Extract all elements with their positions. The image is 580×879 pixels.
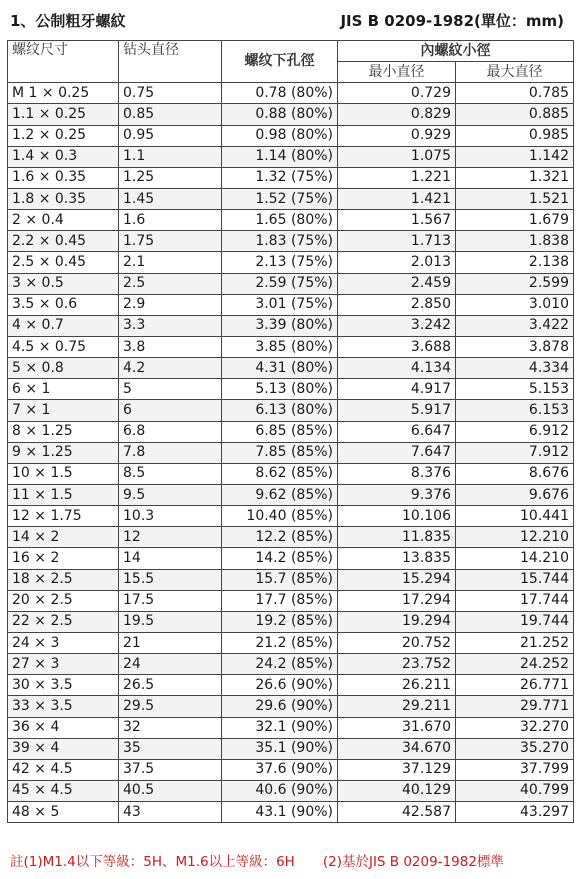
cell-max-diameter: 17.744 <box>456 590 574 611</box>
cell-thread-size: M 1 × 0.25 <box>8 83 119 104</box>
cell-thread-size: 42 × 4.5 <box>8 759 119 780</box>
table-row <box>8 379 574 400</box>
cell-thread-size: 36 × 4 <box>8 717 119 738</box>
cell-min-diameter: 1.421 <box>338 188 456 209</box>
cell-thread-size: 7 × 1 <box>8 400 119 421</box>
cell-drill-diameter: 1.45 <box>119 188 222 209</box>
cell-thread-size: 12 × 1.75 <box>8 506 119 527</box>
cell-min-diameter: 1.567 <box>338 210 456 231</box>
cell-drill-diameter: 40.5 <box>119 780 222 801</box>
cell-min-diameter: 42.587 <box>338 802 456 823</box>
cell-min-diameter: 7.647 <box>338 442 456 463</box>
table-row <box>8 696 574 717</box>
cell-tap-hole-diameter: 3.39 (80%) <box>222 315 338 336</box>
cell-drill-diameter: 2.1 <box>119 252 222 273</box>
cell-max-diameter: 0.785 <box>456 83 574 104</box>
cell-max-diameter: 1.679 <box>456 210 574 231</box>
header-tap-hole-diameter: 螺纹下孔徑 <box>222 41 338 83</box>
cell-drill-diameter: 26.5 <box>119 675 222 696</box>
cell-thread-size: 48 × 5 <box>8 802 119 823</box>
table-row <box>8 125 574 146</box>
cell-min-diameter: 1.221 <box>338 167 456 188</box>
cell-min-diameter: 34.670 <box>338 738 456 759</box>
cell-max-diameter: 19.744 <box>456 611 574 632</box>
table-row <box>8 83 574 104</box>
cell-thread-size: 16 × 2 <box>8 548 119 569</box>
cell-drill-diameter: 6 <box>119 400 222 421</box>
cell-min-diameter: 15.294 <box>338 569 456 590</box>
cell-drill-diameter: 1.1 <box>119 146 222 167</box>
cell-thread-size: 39 × 4 <box>8 738 119 759</box>
cell-max-diameter: 1.142 <box>456 146 574 167</box>
cell-min-diameter: 0.929 <box>338 125 456 146</box>
cell-thread-size: 30 × 3.5 <box>8 675 119 696</box>
cell-drill-diameter: 10.3 <box>119 506 222 527</box>
cell-drill-diameter: 15.5 <box>119 569 222 590</box>
cell-tap-hole-diameter: 1.52 (75%) <box>222 188 338 209</box>
cell-min-diameter: 26.211 <box>338 675 456 696</box>
cell-drill-diameter: 29.5 <box>119 696 222 717</box>
cell-drill-diameter: 43 <box>119 802 222 823</box>
cell-drill-diameter: 6.8 <box>119 421 222 442</box>
cell-max-diameter: 6.153 <box>456 400 574 421</box>
cell-drill-diameter: 0.85 <box>119 104 222 125</box>
table-row <box>8 590 574 611</box>
table-row <box>8 294 574 315</box>
cell-drill-diameter: 9.5 <box>119 484 222 505</box>
table-row <box>8 780 574 801</box>
cell-thread-size: 1.4 × 0.3 <box>8 146 119 167</box>
table-row <box>8 611 574 632</box>
table-row <box>8 802 574 823</box>
cell-tap-hole-diameter: 15.7 (85%) <box>222 569 338 590</box>
cell-drill-diameter: 35 <box>119 738 222 759</box>
cell-thread-size: 18 × 2.5 <box>8 569 119 590</box>
standard-and-unit: JIS B 0209-1982(單位：mm) <box>340 12 564 30</box>
table-row <box>8 717 574 738</box>
header-thread-size: 螺纹尺寸 <box>8 41 119 83</box>
cell-min-diameter: 1.713 <box>338 231 456 252</box>
table-row <box>8 548 574 569</box>
cell-tap-hole-diameter: 37.6 (90%) <box>222 759 338 780</box>
cell-tap-hole-diameter: 40.6 (90%) <box>222 780 338 801</box>
cell-thread-size: 9 × 1.25 <box>8 442 119 463</box>
cell-tap-hole-diameter: 32.1 (90%) <box>222 717 338 738</box>
cell-drill-diameter: 7.8 <box>119 442 222 463</box>
header-max-diameter: 最大直径 <box>456 62 574 83</box>
cell-max-diameter: 3.010 <box>456 294 574 315</box>
cell-min-diameter: 37.129 <box>338 759 456 780</box>
cell-max-diameter: 9.676 <box>456 484 574 505</box>
cell-tap-hole-diameter: 26.6 (90%) <box>222 675 338 696</box>
cell-max-diameter: 14.210 <box>456 548 574 569</box>
cell-drill-diameter: 12 <box>119 527 222 548</box>
cell-thread-size: 1.8 × 0.35 <box>8 188 119 209</box>
cell-min-diameter: 2.459 <box>338 273 456 294</box>
cell-max-diameter: 1.521 <box>456 188 574 209</box>
table-row <box>8 167 574 188</box>
cell-drill-diameter: 3.8 <box>119 336 222 357</box>
cell-drill-diameter: 1.6 <box>119 210 222 231</box>
cell-max-diameter: 4.334 <box>456 358 574 379</box>
header-internal-minor-diameter: 內螺紋小徑 <box>338 41 574 62</box>
cell-tap-hole-diameter: 12.2 (85%) <box>222 527 338 548</box>
cell-thread-size: 45 × 4.5 <box>8 780 119 801</box>
cell-drill-diameter: 0.75 <box>119 83 222 104</box>
cell-tap-hole-diameter: 6.13 (80%) <box>222 400 338 421</box>
cell-max-diameter: 29.771 <box>456 696 574 717</box>
cell-drill-diameter: 24 <box>119 654 222 675</box>
cell-tap-hole-diameter: 3.01 (75%) <box>222 294 338 315</box>
cell-thread-size: 5 × 0.8 <box>8 358 119 379</box>
cell-thread-size: 1.6 × 0.35 <box>8 167 119 188</box>
cell-tap-hole-diameter: 10.40 (85%) <box>222 506 338 527</box>
cell-min-diameter: 11.835 <box>338 527 456 548</box>
cell-thread-size: 3.5 × 0.6 <box>8 294 119 315</box>
cell-max-diameter: 35.270 <box>456 738 574 759</box>
cell-tap-hole-diameter: 21.2 (85%) <box>222 632 338 653</box>
cell-thread-size: 22 × 2.5 <box>8 611 119 632</box>
table-row <box>8 231 574 252</box>
footnote <box>10 850 504 870</box>
cell-max-diameter: 40.799 <box>456 780 574 801</box>
cell-min-diameter: 17.294 <box>338 590 456 611</box>
cell-drill-diameter: 21 <box>119 632 222 653</box>
table-row <box>8 336 574 357</box>
table-title: 1、公制粗牙螺紋 <box>10 12 126 30</box>
table-row <box>8 210 574 231</box>
cell-thread-size: 4 × 0.7 <box>8 315 119 336</box>
header-drill-diameter: 钻头直径 <box>119 41 222 83</box>
cell-tap-hole-diameter: 2.59 (75%) <box>222 273 338 294</box>
cell-drill-diameter: 1.75 <box>119 231 222 252</box>
cell-drill-diameter: 4.2 <box>119 358 222 379</box>
table-row <box>8 400 574 421</box>
cell-max-diameter: 0.885 <box>456 104 574 125</box>
cell-min-diameter: 3.688 <box>338 336 456 357</box>
cell-thread-size: 6 × 1 <box>8 379 119 400</box>
table-row <box>8 358 574 379</box>
cell-thread-size: 4.5 × 0.75 <box>8 336 119 357</box>
cell-tap-hole-diameter: 7.85 (85%) <box>222 442 338 463</box>
cell-drill-diameter: 1.25 <box>119 167 222 188</box>
cell-min-diameter: 8.376 <box>338 463 456 484</box>
cell-max-diameter: 21.252 <box>456 632 574 653</box>
cell-min-diameter: 31.670 <box>338 717 456 738</box>
table-row <box>8 188 574 209</box>
table-row <box>8 738 574 759</box>
cell-drill-diameter: 5 <box>119 379 222 400</box>
table-row <box>8 315 574 336</box>
cell-thread-size: 1.2 × 0.25 <box>8 125 119 146</box>
cell-max-diameter: 43.297 <box>456 802 574 823</box>
cell-tap-hole-diameter: 29.6 (90%) <box>222 696 338 717</box>
cell-min-diameter: 4.134 <box>338 358 456 379</box>
cell-tap-hole-diameter: 6.85 (85%) <box>222 421 338 442</box>
cell-max-diameter: 5.153 <box>456 379 574 400</box>
cell-max-diameter: 24.252 <box>456 654 574 675</box>
cell-drill-diameter: 8.5 <box>119 463 222 484</box>
table-body <box>8 83 574 823</box>
cell-min-diameter: 9.376 <box>338 484 456 505</box>
cell-max-diameter: 8.676 <box>456 463 574 484</box>
cell-thread-size: 10 × 1.5 <box>8 463 119 484</box>
cell-max-diameter: 0.985 <box>456 125 574 146</box>
cell-drill-diameter: 32 <box>119 717 222 738</box>
cell-tap-hole-diameter: 35.1 (90%) <box>222 738 338 759</box>
cell-min-diameter: 10.106 <box>338 506 456 527</box>
table-row <box>8 146 574 167</box>
cell-thread-size: 2.5 × 0.45 <box>8 252 119 273</box>
cell-thread-size: 27 × 3 <box>8 654 119 675</box>
cell-min-diameter: 29.211 <box>338 696 456 717</box>
cell-drill-diameter: 3.3 <box>119 315 222 336</box>
cell-tap-hole-diameter: 1.14 (80%) <box>222 146 338 167</box>
table-row <box>8 759 574 780</box>
footnote-tolerance-grade: 註(1)M1.4以下等級：5H、M1.6以上等級：6H <box>10 854 295 870</box>
cell-max-diameter: 2.599 <box>456 273 574 294</box>
cell-tap-hole-diameter: 0.98 (80%) <box>222 125 338 146</box>
cell-thread-size: 8 × 1.25 <box>8 421 119 442</box>
table-row <box>8 506 574 527</box>
cell-drill-diameter: 2.5 <box>119 273 222 294</box>
footnote-standard: (2)基於JIS B 0209-1982標準 <box>322 854 504 870</box>
table-row <box>8 252 574 273</box>
cell-min-diameter: 40.129 <box>338 780 456 801</box>
cell-tap-hole-diameter: 17.7 (85%) <box>222 590 338 611</box>
cell-tap-hole-diameter: 3.85 (80%) <box>222 336 338 357</box>
cell-min-diameter: 20.752 <box>338 632 456 653</box>
cell-tap-hole-diameter: 24.2 (85%) <box>222 654 338 675</box>
cell-tap-hole-diameter: 0.88 (80%) <box>222 104 338 125</box>
cell-min-diameter: 4.917 <box>338 379 456 400</box>
cell-min-diameter: 0.729 <box>338 83 456 104</box>
cell-drill-diameter: 0.95 <box>119 125 222 146</box>
cell-tap-hole-diameter: 14.2 (85%) <box>222 548 338 569</box>
cell-min-diameter: 2.013 <box>338 252 456 273</box>
cell-thread-size: 2 × 0.4 <box>8 210 119 231</box>
cell-max-diameter: 6.912 <box>456 421 574 442</box>
table-row <box>8 104 574 125</box>
table-row <box>8 527 574 548</box>
cell-drill-diameter: 37.5 <box>119 759 222 780</box>
table-row <box>8 273 574 294</box>
cell-max-diameter: 10.441 <box>456 506 574 527</box>
cell-drill-diameter: 14 <box>119 548 222 569</box>
cell-drill-diameter: 2.9 <box>119 294 222 315</box>
cell-tap-hole-diameter: 0.78 (80%) <box>222 83 338 104</box>
cell-thread-size: 11 × 1.5 <box>8 484 119 505</box>
table-row <box>8 484 574 505</box>
cell-tap-hole-diameter: 4.31 (80%) <box>222 358 338 379</box>
cell-max-diameter: 12.210 <box>456 527 574 548</box>
cell-max-diameter: 1.838 <box>456 231 574 252</box>
table-row <box>8 463 574 484</box>
cell-drill-diameter: 17.5 <box>119 590 222 611</box>
cell-min-diameter: 13.835 <box>338 548 456 569</box>
cell-max-diameter: 15.744 <box>456 569 574 590</box>
table-row <box>8 569 574 590</box>
cell-min-diameter: 6.647 <box>338 421 456 442</box>
cell-min-diameter: 5.917 <box>338 400 456 421</box>
cell-tap-hole-diameter: 19.2 (85%) <box>222 611 338 632</box>
table-row <box>8 421 574 442</box>
table-row <box>8 654 574 675</box>
cell-thread-size: 33 × 3.5 <box>8 696 119 717</box>
cell-min-diameter: 19.294 <box>338 611 456 632</box>
cell-min-diameter: 1.075 <box>338 146 456 167</box>
header-min-diameter: 最小直径 <box>338 62 456 83</box>
cell-tap-hole-diameter: 9.62 (85%) <box>222 484 338 505</box>
cell-thread-size: 3 × 0.5 <box>8 273 119 294</box>
cell-thread-size: 1.1 × 0.25 <box>8 104 119 125</box>
cell-tap-hole-diameter: 1.83 (75%) <box>222 231 338 252</box>
cell-min-diameter: 3.242 <box>338 315 456 336</box>
cell-max-diameter: 1.321 <box>456 167 574 188</box>
cell-thread-size: 24 × 3 <box>8 632 119 653</box>
cell-max-diameter: 37.799 <box>456 759 574 780</box>
cell-tap-hole-diameter: 1.32 (75%) <box>222 167 338 188</box>
cell-thread-size: 14 × 2 <box>8 527 119 548</box>
cell-max-diameter: 3.878 <box>456 336 574 357</box>
cell-max-diameter: 26.771 <box>456 675 574 696</box>
cell-thread-size: 20 × 2.5 <box>8 590 119 611</box>
title-row <box>10 10 570 34</box>
cell-thread-size: 2.2 × 0.45 <box>8 231 119 252</box>
cell-min-diameter: 2.850 <box>338 294 456 315</box>
cell-tap-hole-diameter: 8.62 (85%) <box>222 463 338 484</box>
table-row <box>8 442 574 463</box>
cell-tap-hole-diameter: 1.65 (80%) <box>222 210 338 231</box>
cell-tap-hole-diameter: 5.13 (80%) <box>222 379 338 400</box>
metric-coarse-thread-table <box>7 40 574 823</box>
cell-min-diameter: 23.752 <box>338 654 456 675</box>
cell-drill-diameter: 19.5 <box>119 611 222 632</box>
table-row <box>8 632 574 653</box>
cell-tap-hole-diameter: 43.1 (90%) <box>222 802 338 823</box>
table-row <box>8 675 574 696</box>
cell-tap-hole-diameter: 2.13 (75%) <box>222 252 338 273</box>
cell-min-diameter: 0.829 <box>338 104 456 125</box>
cell-max-diameter: 2.138 <box>456 252 574 273</box>
cell-max-diameter: 3.422 <box>456 315 574 336</box>
cell-max-diameter: 7.912 <box>456 442 574 463</box>
cell-max-diameter: 32.270 <box>456 717 574 738</box>
